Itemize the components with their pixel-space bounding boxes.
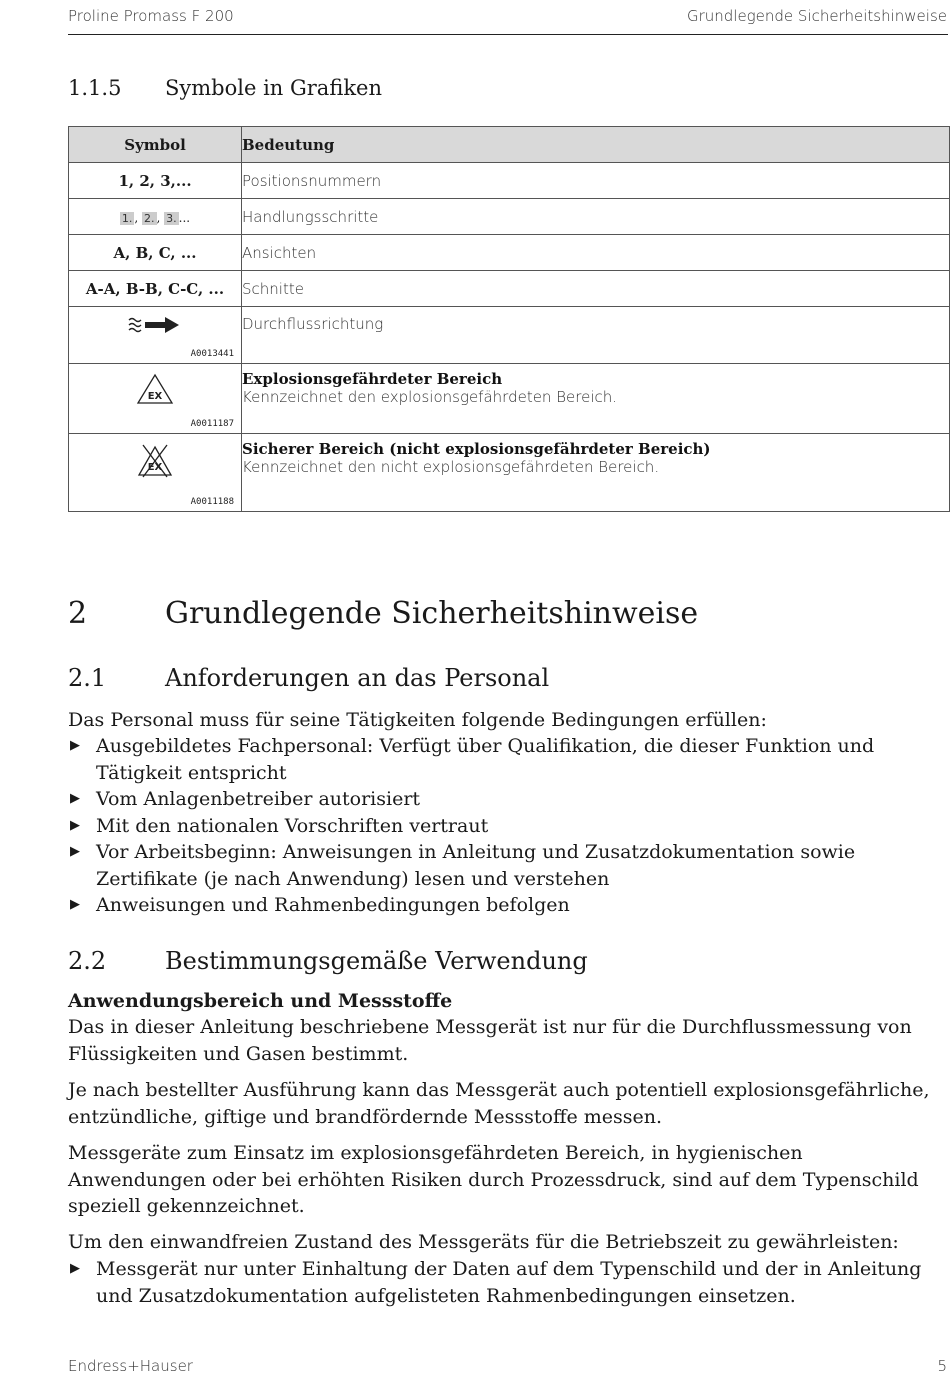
header-rule: [68, 34, 948, 35]
table-row: [69, 364, 950, 434]
symbol-cell: A, B, C, ...: [69, 235, 242, 271]
chapter-number: 2: [68, 596, 88, 631]
table-row: [69, 163, 950, 199]
running-header-left: Proline Promass F 200: [68, 7, 234, 25]
subheading: Anwendungsbereich und Messstoffe: [68, 990, 453, 1012]
list-item: ▶ Messgerät nur unter Einhaltung der Daten auf dem Typenschild und der in Anleitung und Zusatzdokumentation aufgelisteten Rahmenbedingungen einsetzen.: [68, 1256, 946, 1309]
list-item: ▶ Ausgebildetes Fachpersonal: Verfügt über Qualifikation, die dieser Funktion und Tätigkeit entspricht: [68, 733, 946, 786]
table-row: [69, 271, 950, 307]
list-item: ▶ Anweisungen und Rahmenbedingungen befolgen: [68, 892, 946, 919]
paragraph: Je nach bestellter Ausführung kann das Messgerät auch potentiell explosionsgefährliche, entzündliche, giftige und brandfördernde Messstoffe messen.: [68, 1079, 930, 1128]
section-number: 2.2: [68, 947, 107, 975]
symbol-cell: A-A, B-B, C-C, ...: [69, 271, 242, 307]
meaning-text: Kennzeichnet den nicht explosionsgefährdeten Bereich.: [242, 458, 660, 476]
paragraph: Das in dieser Anleitung beschriebene Messgerät ist nur für die Durchflussmessung von Flüssigkeiten und Gasen bestimmt.: [68, 1016, 912, 1065]
list-item: ▶ Vor Arbeitsbeginn: Anweisungen in Anleitung und Zusatzdokumentation sowie Zertifikate (je nach Anwendung) lesen und verstehen: [68, 839, 946, 892]
section-heading-1-1-5: [68, 76, 382, 100]
section-heading-2-2: [68, 947, 588, 975]
table-row: [69, 434, 950, 512]
figure-code: A0011187: [190, 419, 234, 429]
chapter-title: Grundlegende Sicherheitshinweise: [165, 596, 699, 631]
footer-brand: Endress+Hauser: [68, 1357, 193, 1375]
table-row: [69, 199, 950, 235]
page-number: 5: [937, 1357, 947, 1375]
bullet-list: [68, 1256, 946, 1309]
col-header-meaning: Bedeutung: [242, 127, 950, 163]
safe-icon-label: EX: [147, 462, 163, 473]
symbol-cell: 1. , 2. , 3. ...: [69, 199, 242, 235]
symbol-cell: [69, 364, 242, 434]
step-box: 2.: [144, 211, 155, 225]
meaning-cell: [242, 364, 950, 434]
safe-area-icon: [135, 443, 175, 479]
meaning-cell: Ansichten: [242, 235, 950, 271]
meaning-title: Explosionsgefährdeter Bereich: [242, 370, 503, 388]
section-number: 1.1.5: [68, 76, 122, 100]
flow-direction-icon: [125, 314, 185, 336]
step-box: 1.: [121, 211, 133, 225]
section-title: Bestimmungsgemäße Verwendung: [165, 947, 588, 975]
meaning-cell: Schnitte: [242, 271, 950, 307]
list-item: ▶ Mit den nationalen Vorschriften vertraut: [68, 813, 946, 840]
col-header-symbol: Symbol: [69, 127, 242, 163]
step-box: 3.: [166, 211, 177, 225]
symbol-cell: 1, 2, 3,...: [69, 163, 242, 199]
table-row: [69, 307, 950, 364]
meaning-text: Kennzeichnet den explosionsgefährdeten Bereich.: [242, 388, 618, 406]
symbol-cell: [69, 307, 242, 364]
symbol-table: [68, 126, 950, 512]
meaning-cell: Positionsnummern: [242, 163, 950, 199]
meaning-cell: Handlungsschritte: [242, 199, 950, 235]
ex-icon-label: EX: [147, 391, 163, 402]
figure-code: A0011188: [190, 497, 234, 507]
meaning-title: Sicherer Bereich (nicht explosionsgefährdeter Bereich): [242, 440, 711, 458]
table-row: [69, 235, 950, 271]
meaning-cell: [242, 434, 950, 512]
paragraph: Das Personal muss für seine Tätigkeiten folgende Bedingungen erfüllen:: [68, 709, 767, 731]
figure-code: A0013441: [190, 349, 234, 359]
section-heading-2-1: [68, 664, 549, 692]
section-title: Symbole in Grafiken: [165, 76, 383, 100]
symbol-cell: [69, 434, 242, 512]
bullet-list: [68, 733, 946, 919]
steps-suffix: ...: [178, 210, 191, 225]
running-header-right: Grundlegende Sicherheitshinweise: [686, 7, 947, 25]
list-item: ▶ Vom Anlagenbetreiber autorisiert: [68, 786, 946, 813]
ex-area-icon: [135, 372, 175, 406]
meaning-cell: Durchflussrichtung: [242, 307, 950, 364]
paragraph: Um den einwandfreien Zustand des Messgeräts für die Betriebszeit zu gewährleisten:: [68, 1231, 899, 1253]
paragraph: Messgeräte zum Einsatz im explosionsgefährdeten Bereich, in hygienischen Anwendungen oder bei erhöhten Risiken durch Prozessdruck, sind auf dem Typenschild speziell gekennzeichnet.: [68, 1142, 919, 1217]
section-title: Anforderungen an das Personal: [165, 664, 550, 692]
chapter-heading: [68, 596, 698, 631]
section-number: 2.1: [68, 664, 107, 692]
table-header-row: [69, 127, 950, 163]
